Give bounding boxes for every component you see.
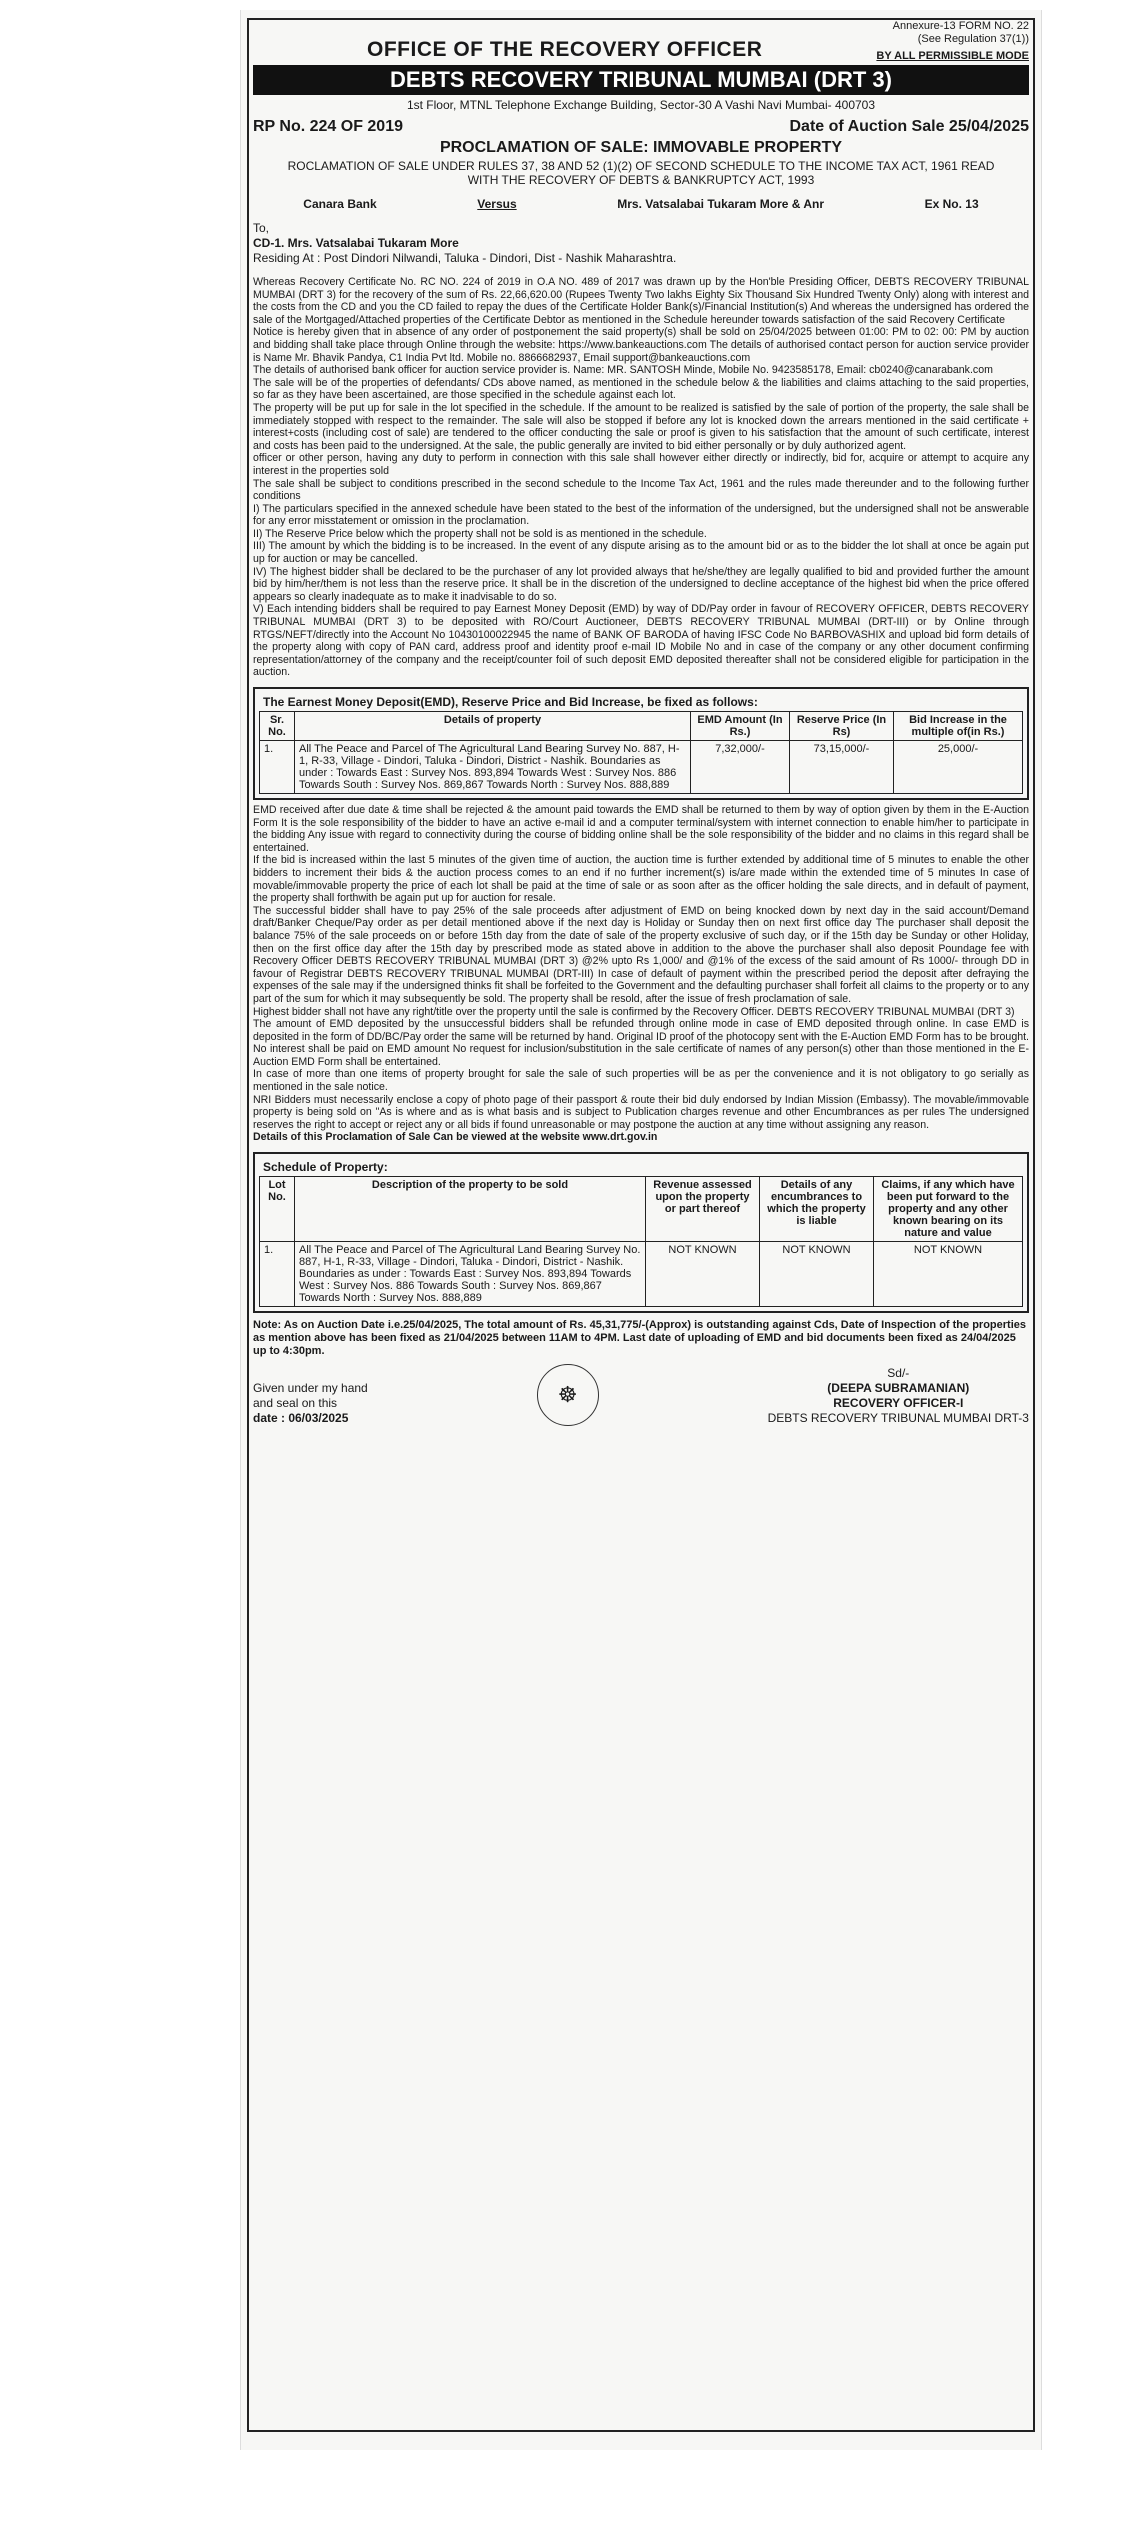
sd-mark: Sd/-: [887, 1366, 910, 1381]
officer-designation: RECOVERY OFFICER-I: [833, 1396, 964, 1411]
note-paragraph: NRI Bidders must necessarily enclose a copy of photo page of their passport & route their bid duly endorsed by Indian Mission (Embassy). The movable/immovable property is being sold on "As is where and as is what basis and is subject to Publication charges revenue and other Encumbrances as per rules The undersigned reserves the right to accept or reject any or all bids if found unreasonable or may postpone the auction at any time without assigning any reason.: [253, 1093, 1029, 1131]
emd-cell: 7,32,000/-: [691, 741, 790, 794]
paragraph: The details of authorised bank officer for auction service provider is. Name: MR. SANTOSH Minde, Mobile No. 9423585178, Email: cb0240@canarabank.com: [253, 364, 993, 377]
note-paragraph: If the bid is increased within the last 5 minutes of the given time of auction, the auction time is further extended by additional time of 5 minutes to enable the other bidders to increment their bids & the auction process comes to an end if no further increment(s) is/are made within the extended time of 5 minutes In case of movable/immovable property the price of each lot shall be paid at the time of sale or as soon after as the officer holding the sale directs, and in default of payment, the property shall forthwith be again put up for auction for resale.: [253, 854, 1029, 905]
paragraph: Whereas Recovery Certificate No. RC NO. 224 of 2019 in O.A NO. 489 of 2017 was drawn up by the Hon'ble Presiding Officer, DEBTS RECOVERY TRIBUNAL MUMBAI (DRT 3) for the recovery of the sum of Rs. 22,66,620.00 (Rupees Twenty Two lakhs Eighty Six Thousand Six Hundred Twenty Only) along with interest and the costs from the CD and you the CD failed to repay the dues of the Certificate Holder Bank(s)/Financial Institution(s) And whereas the undersigned has ordered the sale of the Mortgaged/Attached properties of the Certificate Debtor as mentioned in the Schedule hereunder towards satisfaction of the said Recovery Certificate: [253, 276, 1029, 326]
rp-number: RP No. 224 OF 2019: [253, 118, 403, 135]
annexure-line: Annexure-13 FORM NO. 22: [892, 20, 1029, 32]
parties-row: [253, 197, 1029, 211]
officer-tribunal: DEBTS RECOVERY TRIBUNAL MUMBAI DRT-3: [767, 1411, 1029, 1426]
emd-table-title: The Earnest Money Deposit(EMD), Reserve Price and Bid Increase, be fixed as follows:: [263, 695, 758, 709]
paragraph: II) The Reserve Price below which the property shall not be sold is as mentioned in the schedule.: [253, 527, 707, 540]
column-header: Details of property: [295, 712, 691, 741]
schedule-table: [259, 1176, 1023, 1307]
plaintiff: Canara Bank: [303, 197, 377, 211]
officer-name: (DEEPA SUBRAMANIAN): [827, 1381, 970, 1396]
to-label: To,: [253, 221, 270, 235]
column-header: EMD Amount (In Rs.): [691, 712, 790, 741]
notes-text: [253, 804, 1029, 1144]
note-paragraph: The amount of EMD deposited by the unsuccessful bidders shall be refunded through online mode in case of EMD deposited through online. In case EMD is deposited in the form of DD/BC/Pay order the same will be returned by hand. Original ID proof of the photocopy sent with the E-Auction EMD Form has to be brought. No interest shall be paid on EMD amount No request for inclusion/substitution in the sale certificate of names of any person(s) other than those mentioned in the E-Auction EMD Form shall be entertained.: [253, 1018, 1029, 1068]
table-row: [260, 741, 1023, 794]
rules-subtitle: ROCLAMATION OF SALE UNDER RULES 37, 38 AND 52 (1)(2) OF SECOND SCHEDULE TO THE INCOME TAX ACT, 1961 READ WITH THE RECOVERY OF DEBTS & BANKRUPTCY ACT, 1993: [287, 159, 995, 187]
column-header: Reserve Price (In Rs): [790, 712, 894, 741]
rp-row: [253, 118, 1029, 136]
table-row: [260, 1242, 1023, 1307]
office-row: [253, 38, 1029, 62]
table-header-row: [260, 1177, 1023, 1242]
table-header-row: [260, 712, 1023, 741]
column-header: Revenue assessed upon the property or part thereof: [646, 1177, 760, 1242]
auction-date: Date of Auction Sale 25/04/2025: [789, 118, 1029, 135]
note-paragraph: The successful bidder shall have to pay 25% of the sale proceeds after adjustment of EMD on being knocked down by next day in the said account/Demand draft/Banker Cheque/Pay order as per detail mentioned above if the next day is Holiday or Sunday then on next first office day The purchaser shall deposit the balance 75% of the sale proceeds on or before 15th day from the date of sale of the property exclusive of such day, or if the 15th day be Sunday or other Holiday, then on the first office day after the 15th day by prescribed mode as stated above in addition to the above the purchaser shall also deposit Poundage fee with Recovery Officer DEBTS RECOVERY TRIBUNAL MUMBAI (DRT 3) @2% upto Rs 1,000/ and @1% of the excess of the said amount of Rs 1000/- through DD in favour of Registrar DEBTS RECOVERY TRIBUNAL MUMBAI (DRT-III) In case of default of payment within the prescribed period the deposit after defraying the expenses of the sale may if the undersigned thinks fit shall be forfeited to the Government and the defaulting purchaser shall forfeit all claims to the property or to any part of the sum for which it may subsequently be sold. The property shall be resold, after the issue of fresh proclamation of sale.: [253, 904, 1029, 1005]
addressee-block: [253, 221, 1029, 266]
body-text: [253, 276, 1029, 679]
note-paragraph: Highest bidder shall not have any right/title over the property until the sale is confirmed by the Recovery Officer. DEBTS RECOVERY TRIBUNAL MUMBAI (DRT 3): [253, 1005, 1015, 1018]
tribunal-banner: DEBTS RECOVERY TRIBUNAL MUMBAI (DRT 3): [253, 65, 1029, 95]
defendant: Mrs. Vatsalabai Tukaram More & Anr: [617, 197, 825, 211]
emd-table-box: [253, 687, 1029, 800]
tribunal-address: 1st Floor, MTNL Telephone Exchange Building, Sector-30 A Vashi Navi Mumbai- 400703: [406, 98, 876, 112]
given-block: [253, 1381, 368, 1426]
paragraph: IV) The highest bidder shall be declared to be the purchaser of any lot provided always that he/she/they are legally qualified to bid and provided further the amount bid by him/her/them is not less than the reserve price. It shall be in the discretion of the undersigned to decline acceptance of the highest bid when the price offered appears so clearly inadequate as to make it inadvisable to do so.: [253, 565, 1029, 603]
schedule-title: Schedule of Property:: [263, 1160, 388, 1175]
column-header: Sr. No.: [260, 712, 295, 741]
note-paragraph: EMD received after due date & time shall be rejected & the amount paid towards the EMD shall be returned to them by way of option given by them in the E-Auction Form It is the sole responsibility of the bidder to have an active e-mail id and a computer terminal/system with internet connection to enable him/her to participate in the bidding Any issue with regard to connectivity during the course of bidding online shall be the sole responsibility of the bidder and no claims in this regard shall be entertained.: [253, 804, 1029, 854]
column-header: Description of the property to be sold: [295, 1177, 646, 1242]
emd-table: [259, 711, 1023, 794]
column-header: Details of any encumbrances to which the property is liable: [760, 1177, 874, 1242]
bid-cell: 25,000/-: [894, 741, 1023, 794]
schedule-box: [253, 1152, 1029, 1313]
officer-block: [768, 1366, 1029, 1426]
description-cell: All The Peace and Parcel of The Agricultural Land Bearing Survey No. 887, H-1, R-33, Village - Dindori, Taluka - Dindori, District - Nashik. Boundaries as under : Towards East : Survey Nos. 893,894 Towards West : Survey Nos. 886 Towards South : Survey Nos. 869,867 Towards North : Survey Nos. 888,889: [295, 1242, 646, 1307]
office-title: OFFICE OF THE RECOVERY OFFICER: [367, 38, 763, 61]
mode-line: BY ALL PERMISSIBLE MODE: [876, 50, 1029, 62]
paragraph: Notice is hereby given that in absence of any order of postponement the said property(s) shall be sold on 25/04/2025 between 01:00: PM to 02: 00: PM by auction and bidding shall take place through Online through the website: https://www.bankeauctions.com The details of authorised contact person for auction service provider is Name Mr. Bhavik Pandya, C1 India Pvt ltd. Mobile no. 8866682937, Email support@bankeauctions.com: [253, 326, 1029, 364]
column-header: Claims, if any which have been put forward to the property and any other known bearing on its nature and value: [874, 1177, 1023, 1242]
given-line-1: Given under my hand: [253, 1381, 368, 1396]
note-paragraph: In case of more than one items of property brought for sale the sale of such properties will be as per the convenience and it is not obligatory to go serially as mentioned in the sale notice.: [253, 1068, 1029, 1094]
column-header: Bid Increase in the multiple of(in Rs.): [894, 712, 1023, 741]
paragraph: The sale will be of the properties of defendants/ CDs above named, as mentioned in the schedule below & the liabilities and claims attaching to the said properties, so far as they have been ascertained, are those specified in the schedule against each lot.: [253, 376, 1029, 402]
signature-block: [253, 1364, 1029, 1426]
newspaper-clipping: [240, 10, 1042, 2450]
paragraph: III) The amount by which the bidding is to be increased. In the event of any dispute arising as to the amount bid or as to the bidder the lot shall at once be again put up for auction or may be cancelled.: [253, 540, 1029, 566]
given-date: date : 06/03/2025: [253, 1411, 349, 1426]
note-paragraph: Details of this Proclamation of Sale Can be viewed at the website www.drt.gov.in: [253, 1131, 658, 1144]
notice-content: [253, 20, 1029, 1426]
proclamation-title: PROCLAMATION OF SALE: IMMOVABLE PROPERTY: [439, 139, 843, 156]
sr-cell: 1.: [260, 741, 295, 794]
column-header: Lot No.: [260, 1177, 295, 1242]
outstanding-note: Note: As on Auction Date i.e.25/04/2025, The total amount of Rs. 45,31,775/-(Approx) is outstanding against Cds, Date of Inspection of the properties as mention above has been fixed as 21/04/2025 between 11AM to 4PM. Last date of uploading of EMD and bid documents been fixed as 24/04/2025 up to 4:30pm.: [253, 1319, 1026, 1358]
reserve-cell: 73,15,000/-: [790, 741, 894, 794]
regulation-line: (See Regulation 37(1)): [917, 33, 1029, 45]
given-line-2: and seal on this: [253, 1396, 338, 1411]
paragraph: The sale shall be subject to conditions prescribed in the second schedule to the Income Tax Act, 1961 and the rules made thereunder and to the following further conditions: [253, 477, 1029, 503]
addressee-residence: Residing At : Post Dindori Nilwandi, Taluka - Dindori, Dist - Nashik Maharashtra.: [253, 251, 677, 265]
paragraph: officer or other person, having any duty to perform in connection with this sale shall however either directly or indirectly, bid for, acquire or attempt to acquire any interest in the properties sold: [253, 452, 1029, 477]
paragraph: The property will be put up for sale in the lot specified in the schedule. If the amount to be realized is satisfied by the sale of portion of the property, the sale shall be immediately stopped with respect to the remainder. The sale will also be stopped if before any lot is knocked down the arrears mentioned in the said certificate + interest+costs (including cost of sale) are tendered to the officer conducting the sale or proof is given to his satisfaction that the amount of such certificate, interest and costs has been paid to the undersigned. At the sale, the public generally are invited to bid either personally or by duly authorized agent.: [253, 401, 1029, 452]
lot-cell: 1.: [260, 1242, 295, 1307]
paragraph: I) The particulars specified in the annexed schedule have been stated to the best of the information of the undersigned, but the undersigned shall not be answerable for any error misstatement or omission in the proclamation.: [253, 502, 1029, 528]
property-cell: All The Peace and Parcel of The Agricultural Land Bearing Survey No. 887, H-1, R-33, Village - Dindori, Taluka - Dindori, District - Nashik. Boundaries as under : Towards East : Survey Nos. 893,894 Towards West : Survey Nos. 886 Towards South : Survey Nos. 869,867 Towards North : Survey Nos. 888,889: [295, 741, 691, 794]
claims-cell: NOT KNOWN: [874, 1242, 1023, 1307]
revenue-cell: NOT KNOWN: [646, 1242, 760, 1307]
addressee-name: CD-1. Mrs. Vatsalabai Tukaram More: [253, 236, 459, 250]
ex-number: Ex No. 13: [924, 197, 979, 211]
national-emblem-icon: ☸: [537, 1364, 599, 1426]
encumbrance-cell: NOT KNOWN: [760, 1242, 874, 1307]
versus: Versus: [477, 197, 517, 211]
paragraph: V) Each intending bidders shall be required to pay Earnest Money Deposit (EMD) by way of DD/Pay order in favour of RECOVERY OFFICER, DEBTS RECOVERY TRIBUNAL MUMBAI (DRT 3) to be deposited with RO/Court Auctioneer, DEBTS RECOVERY TRIBUNAL MUMBAI (DRT-III) or by Online through RTGS/NEFT/directly into the Account No 10430100022945 the name of BANK OF BARODA of having IFSC Code No BARBOVASHIX and upload bid form details of the property along with copy of PAN card, address proof and identity proof e-mail ID Mobile No and in case of the company or any other document confirming representation/attorney of the company and the receipt/counter foil of such deposit EMD deposited thereafter shall not be considered eligible for participation in the auction.: [253, 603, 1029, 679]
